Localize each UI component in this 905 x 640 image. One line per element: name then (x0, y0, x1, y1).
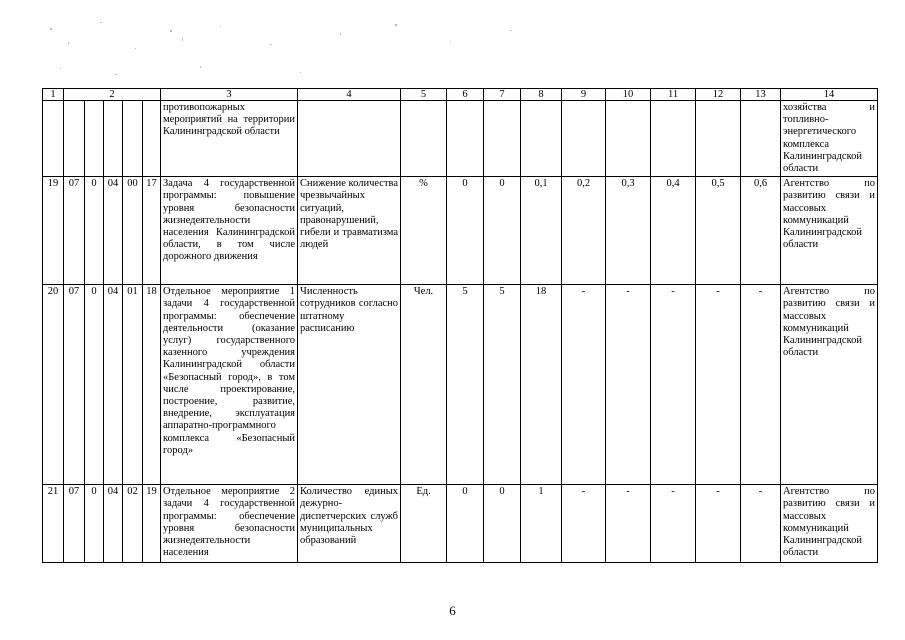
value-cell: - (696, 285, 741, 485)
code-cell: 07 (64, 285, 85, 485)
value-cell (651, 101, 696, 177)
table-row (43, 485, 878, 563)
activity-name-cell: Отдельное мероприятие 1 задачи 4 государственной программы: обеспечение деятельности (оказание услуг) государственного казенного учреждения Калининградской области «Безопасный город», в том числе проектирование, построение, развитие, внедрение, эксплуатация аппаратно-программного комплекса «Безопасный город» (161, 285, 298, 485)
unit-cell: Чел. (401, 285, 447, 485)
value-cell: - (741, 485, 781, 563)
unit-cell (401, 101, 447, 177)
header-cell: 13 (741, 89, 781, 101)
scan-noise-artifact (40, 8, 540, 88)
value-cell (696, 101, 741, 177)
code-cell (85, 101, 104, 177)
value-cell: 0,1 (521, 177, 562, 285)
row-number-cell: 19 (43, 177, 64, 285)
code-cell: 04 (104, 485, 123, 563)
indicator-cell: Количество единых дежурно-диспетчерских служб муниципальных образований (298, 485, 401, 563)
row-number-cell (43, 101, 64, 177)
indicator-cell (298, 101, 401, 177)
header-cell: 4 (298, 89, 401, 101)
header-cell: 6 (447, 89, 484, 101)
header-cell: 9 (562, 89, 606, 101)
indicator-cell: Снижение количества чрезвычайных ситуаций, правонарушений, гибели и травматизма людей (298, 177, 401, 285)
unit-cell: % (401, 177, 447, 285)
code-cell: 04 (104, 177, 123, 285)
code-cell (143, 101, 161, 177)
value-cell: 0,4 (651, 177, 696, 285)
activity-name-cell: Задача 4 государственной программы: повышение уровня безопасности жизнедеятельности населения Калининградской области, в том числе дорожного движения (161, 177, 298, 285)
code-cell: 0 (85, 485, 104, 563)
header-cell: 7 (484, 89, 521, 101)
value-cell (606, 101, 651, 177)
code-cell: 04 (104, 285, 123, 485)
column-number-header (43, 89, 878, 101)
row-number-cell: 20 (43, 285, 64, 485)
code-cell: 0 (85, 177, 104, 285)
activity-name-cell: Отдельное мероприятие 2 задачи 4 государственной программы: обеспечение уровня безопасности жизнедеятельности населения (161, 485, 298, 563)
document-sheet (42, 88, 877, 563)
header-cell: 1 (43, 89, 64, 101)
code-cell: 17 (143, 177, 161, 285)
table-row (43, 101, 878, 177)
value-cell: 1 (521, 485, 562, 563)
value-cell: 18 (521, 285, 562, 485)
value-cell (741, 101, 781, 177)
indicator-cell: Численность сотрудников согласно штатному расписанию (298, 285, 401, 485)
program-table (42, 88, 878, 563)
value-cell: 0 (484, 177, 521, 285)
value-cell: 0,6 (741, 177, 781, 285)
value-cell: - (562, 485, 606, 563)
executor-cell: хозяйства и топливно-энергетического комплекса Калининградской области (781, 101, 878, 177)
row-number-cell: 21 (43, 485, 64, 563)
value-cell: 0 (447, 177, 484, 285)
code-cell: 0 (85, 285, 104, 485)
header-cell: 12 (696, 89, 741, 101)
value-cell: 0 (447, 485, 484, 563)
code-cell (123, 101, 143, 177)
header-cell: 2 (64, 89, 161, 101)
executor-cell: Агентство по развитию связи и массовых коммуникаций Калининградской области (781, 485, 878, 563)
page-number: 6 (449, 603, 456, 618)
unit-cell: Ед. (401, 485, 447, 563)
executor-cell: Агентство по развитию связи и массовых коммуникаций Калининградской области (781, 285, 878, 485)
value-cell: 5 (484, 285, 521, 485)
value-cell (562, 101, 606, 177)
code-cell: 02 (123, 485, 143, 563)
code-cell: 00 (123, 177, 143, 285)
value-cell: - (651, 285, 696, 485)
code-cell (64, 101, 85, 177)
activity-name-cell: противопожарных мероприятий на территории Калининградской области (161, 101, 298, 177)
value-cell (447, 101, 484, 177)
value-cell: - (606, 485, 651, 563)
value-cell: - (606, 285, 651, 485)
table-row (43, 177, 878, 285)
code-cell: 19 (143, 485, 161, 563)
executor-cell: Агентство по развитию связи и массовых коммуникаций Калининградской области (781, 177, 878, 285)
code-cell: 07 (64, 485, 85, 563)
code-cell: 18 (143, 285, 161, 485)
header-cell: 8 (521, 89, 562, 101)
header-cell: 3 (161, 89, 298, 101)
value-cell: - (562, 285, 606, 485)
header-cell: 14 (781, 89, 878, 101)
value-cell: 5 (447, 285, 484, 485)
value-cell: 0 (484, 485, 521, 563)
code-cell: 01 (123, 285, 143, 485)
header-cell: 11 (651, 89, 696, 101)
value-cell (521, 101, 562, 177)
value-cell (484, 101, 521, 177)
value-cell: - (696, 485, 741, 563)
value-cell: 0,5 (696, 177, 741, 285)
value-cell: 0,3 (606, 177, 651, 285)
value-cell: - (651, 485, 696, 563)
code-cell: 07 (64, 177, 85, 285)
header-cell: 5 (401, 89, 447, 101)
value-cell: - (741, 285, 781, 485)
table-row (43, 285, 878, 485)
code-cell (104, 101, 123, 177)
header-cell: 10 (606, 89, 651, 101)
value-cell: 0,2 (562, 177, 606, 285)
